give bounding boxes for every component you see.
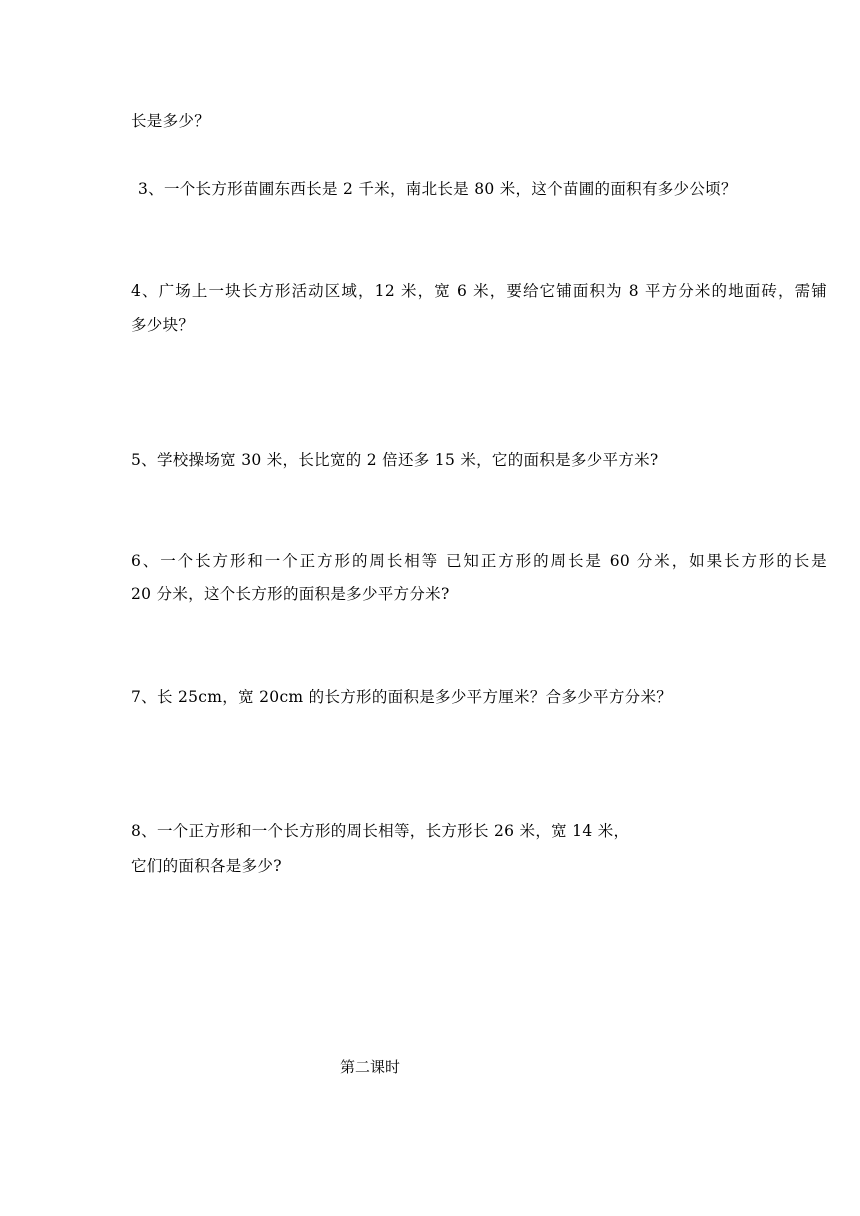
question-5: 5、学校操场宽 30 米，长比宽的 2 倍还多 15 米，它的面积是多少平方米? (131, 451, 659, 469)
question-6-line-1: 6、一个长方形和一个正方形的周长相等 已知正方形的周长是 60 分米，如果长方形的长是 (131, 552, 827, 570)
question-8-line-1: 8、一个正方形和一个长方形的周长相等，长方形长 26 米，宽 14 米， (131, 822, 630, 840)
question-6-line-2: 20 分米，这个长方形的面积是多少平方分米? (131, 585, 450, 603)
question-7: 7、长 25cm，宽 20cm 的长方形的面积是多少平方厘米？合多少平方分米？ (131, 688, 673, 706)
question-8-line-2: 它们的面积各是多少? (131, 857, 282, 875)
question-2-continuation: 长是多少？ (131, 112, 211, 130)
question-4-line-1: 4、广场上一块长方形活动区域，12 米，宽 6 米，要给它铺面积为 8 平方分米的地面砖，需铺 (131, 282, 827, 300)
question-4-line-2: 多少块？ (131, 316, 195, 334)
question-3: 3、一个长方形苗圃东西长是 2 千米，南北长是 80 米，这个苗圃的面积有多少公顷？ (138, 180, 737, 198)
section-title: 第二课时 (340, 1058, 401, 1076)
